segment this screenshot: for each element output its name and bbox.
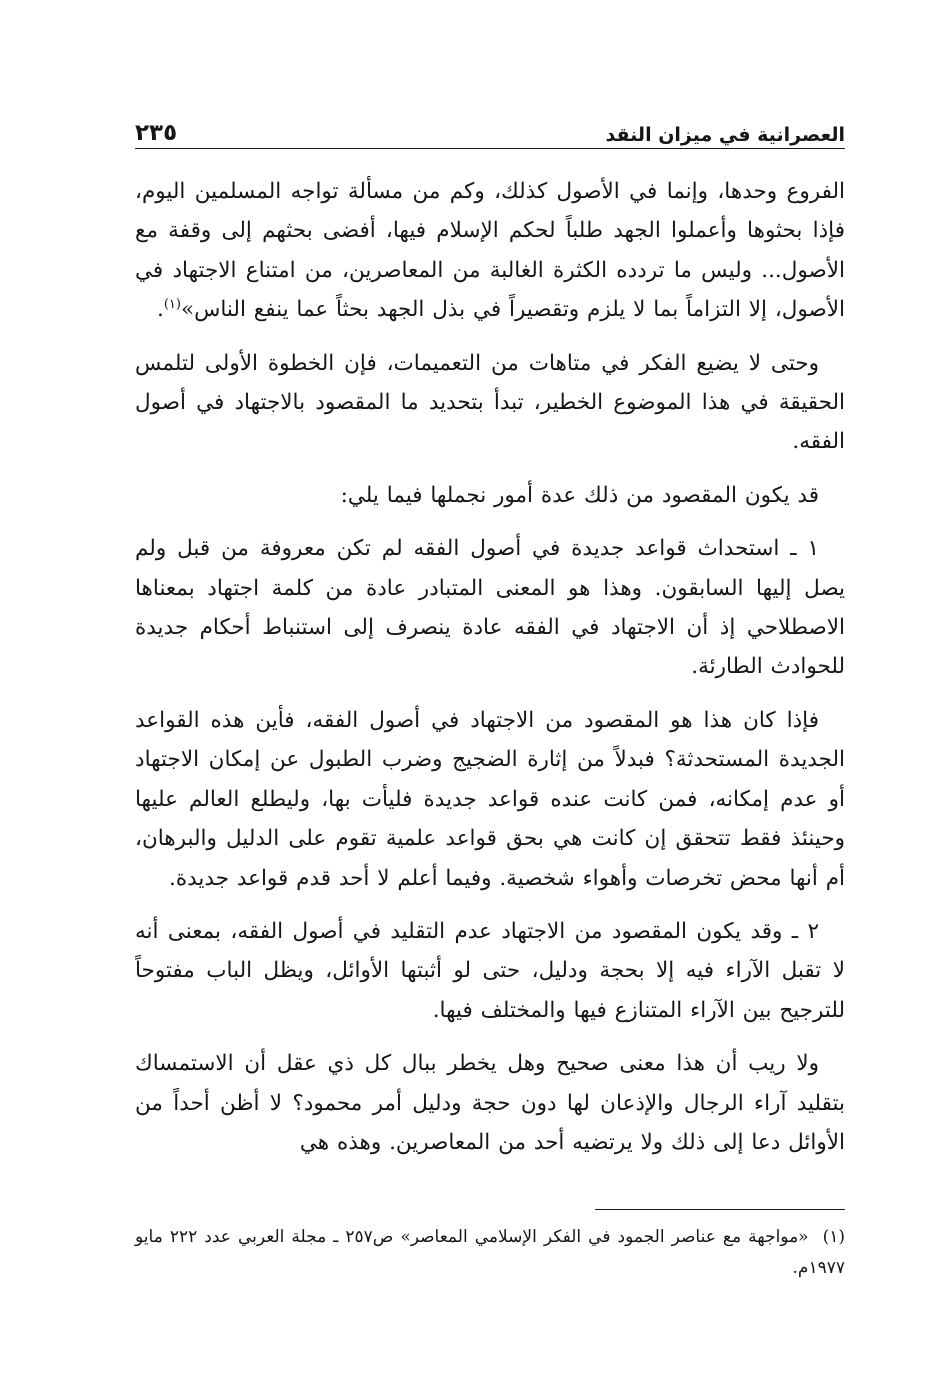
footnote-text: «مواجهة مع عناصر الجمود في الفكر الإسلامي المعاصر» ص٢٥٧ ـ مجلة العربي عدد ٢٢٢ مايو ١٩٧٧م. xyxy=(135,1227,845,1278)
paragraph-end-mark: . xyxy=(157,297,164,323)
paragraph: وحتى لا يضيع الفكر في متاهات من التعميمات، فإن الخطوة الأولى لتلمس الحقيقة في هذا الموضوع الخطير، تبدأ بتحديد ما المقصود بالاجتهاد في أصول الفقه. xyxy=(135,350,845,455)
footnotes xyxy=(135,1222,845,1284)
running-title: العصرانية في ميزان النقد xyxy=(605,124,845,146)
footnote-reference[interactable]: (١) xyxy=(163,297,181,313)
paragraph: فإذا كان هذا هو المقصود من الاجتهاد في أصول الفقه، فأين هذه القواعد الجديدة المستحدثة؟ فبدلاً من إثارة الضجيج وضرب الطبول عن إمكان الاجتهاد أو عدم إمكانه، فمن كانت عنده قواعد جديدة فليأت بها، وليطلع العالم عليها وحينئذ فقط تتحقق إن كانت هي بحق قواعد علمية تقوم على الدليل والبرهان، أم أنها محض تخرصات وأهواء شخصية. وفيما أعلم لا أحد قدم قواعد جديدة. xyxy=(135,707,845,891)
paragraph-text: الفروع وحدها، وإنما في الأصول كذلك، وكم من مسألة تواجه المسلمين اليوم، فإذا بحثوها وأعملوا الجهد طلباً لحكم الإسلام فيها، أفضى بحثهم إلى وقفة مع الأصول... وليس ما تردده الكثرة الغالبة من المعاصرين، من امتناع الاجتهاد في الأصول، إلا التزاماً بما لا يلزم وتقصيراً في بذل الجهد بحثاً عما ينفع الناس» xyxy=(135,179,845,323)
running-head xyxy=(135,112,845,149)
paragraph: قد يكون المقصود من ذلك عدة أمور نجملها فيما يلي: xyxy=(340,482,819,508)
page-number: ٢٣٥ xyxy=(135,120,178,146)
paragraph-continued xyxy=(135,172,845,330)
footnote-marker: (١) xyxy=(822,1227,846,1247)
body-text xyxy=(135,172,845,1192)
paragraph-point-two: ٢ ـ وقد يكون المقصود من الاجتهاد عدم التقليد في أصول الفقه، بمعنى أنه لا تقبل الآراء فيه إلا بحجة ودليل، حتى لو أثبتها الأوائل، ويظل الباب مفتوحاً للترجيح بين الآراء المتنازع فيها والمختلف فيها. xyxy=(135,918,845,1023)
paragraph: ولا ريب أن هذا معنى صحيح وهل يخطر ببال كل ذي عقل أن الاستمساك بتقليد آراء الرجال والإذعان لها دون حجة ودليل أمر محمود؟ لا أظن أحداً من الأوائل دعا إلى ذلك ولا يرتضيه أحد من المعاصرين. وهذه هي xyxy=(135,1051,845,1155)
footnote-separator xyxy=(595,1209,845,1210)
paragraph-point-one: ١ ـ استحداث قواعد جديدة في أصول الفقه لم تكن معروفة من قبل ولم يصل إليها السابقون. وهذا هو المعنى المتبادر عادة من كلمة اجتهاد بمعناها الاصطلاحي إذ أن الاجتهاد في الفقه عادة ينصرف إلى استنباط أحكام جديدة للحوادث الطارئة. xyxy=(135,536,845,680)
footnote-item xyxy=(135,1222,845,1284)
